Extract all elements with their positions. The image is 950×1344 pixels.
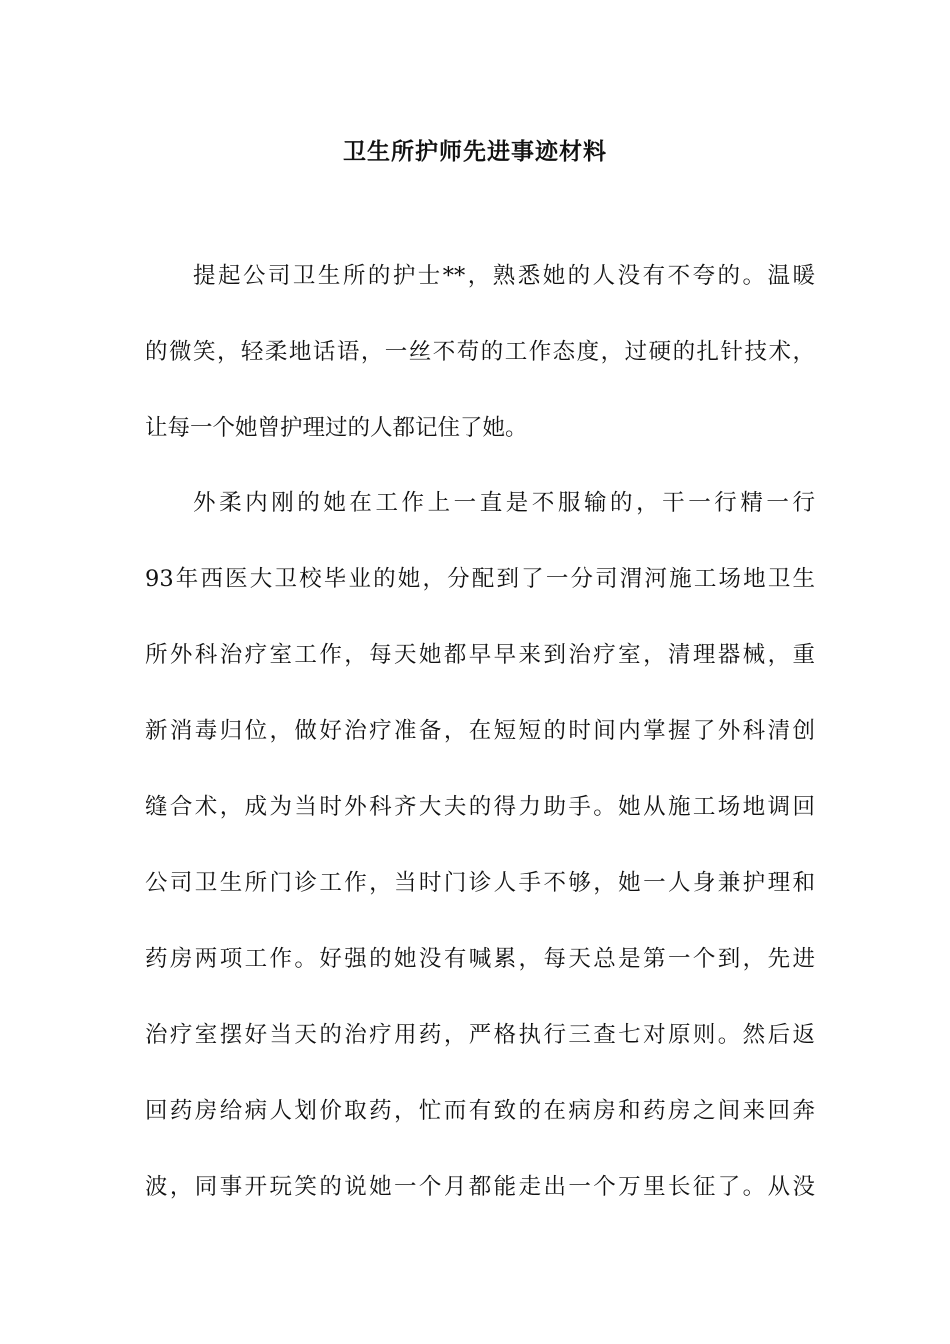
paragraph-2-line-7: 药房两项工作。好强的她没有喊累，每天总是第一个到，先进 [145,946,815,972]
paragraph-2-line-10: 波，同事开玩笑的说她一个月都能走出一个万里长征了。从没 [145,1174,815,1200]
paragraph-2-line-8: 治疗室摆好当天的治疗用药，严格执行三查七对原则。然后返 [145,1022,815,1048]
paragraph-1-line-2: 的微笑，轻柔地话语，一丝不苟的工作态度，过硬的扎针技术， [145,339,815,365]
paragraph-2-line-3: 所外科治疗室工作，每天她都早早来到治疗室，清理器械，重 [145,642,815,668]
document-title: 卫生所护师先进事迹材料 [343,139,607,165]
paragraph-1-line-3: 让每一个她曾护理过的人都记住了她。 [145,415,528,441]
paragraph-2-line-5: 缝合术，成为当时外科齐大夫的得力助手。她从施工场地调回 [145,794,815,820]
paragraph-2-line-4: 新消毒归位，做好治疗准备，在短短的时间内掌握了外科清创 [145,718,815,744]
paragraph-2-line-2: 93年西医大卫校毕业的她，分配到了一分司渭河施工场地卫生 [145,566,815,592]
paragraph-2-line-1: 外柔内刚的她在工作上一直是不服输的，干一行精一行 [193,490,815,516]
paragraph-2-line-9: 回药房给病人划价取药，忙而有致的在病房和药房之间来回奔 [145,1098,815,1124]
paragraph-1-line-1: 提起公司卫生所的护士**，熟悉她的人没有不夸的。温暖 [193,263,815,289]
paragraph-2-line-6: 公司卫生所门诊工作，当时门诊人手不够，她一人身兼护理和 [145,870,815,896]
